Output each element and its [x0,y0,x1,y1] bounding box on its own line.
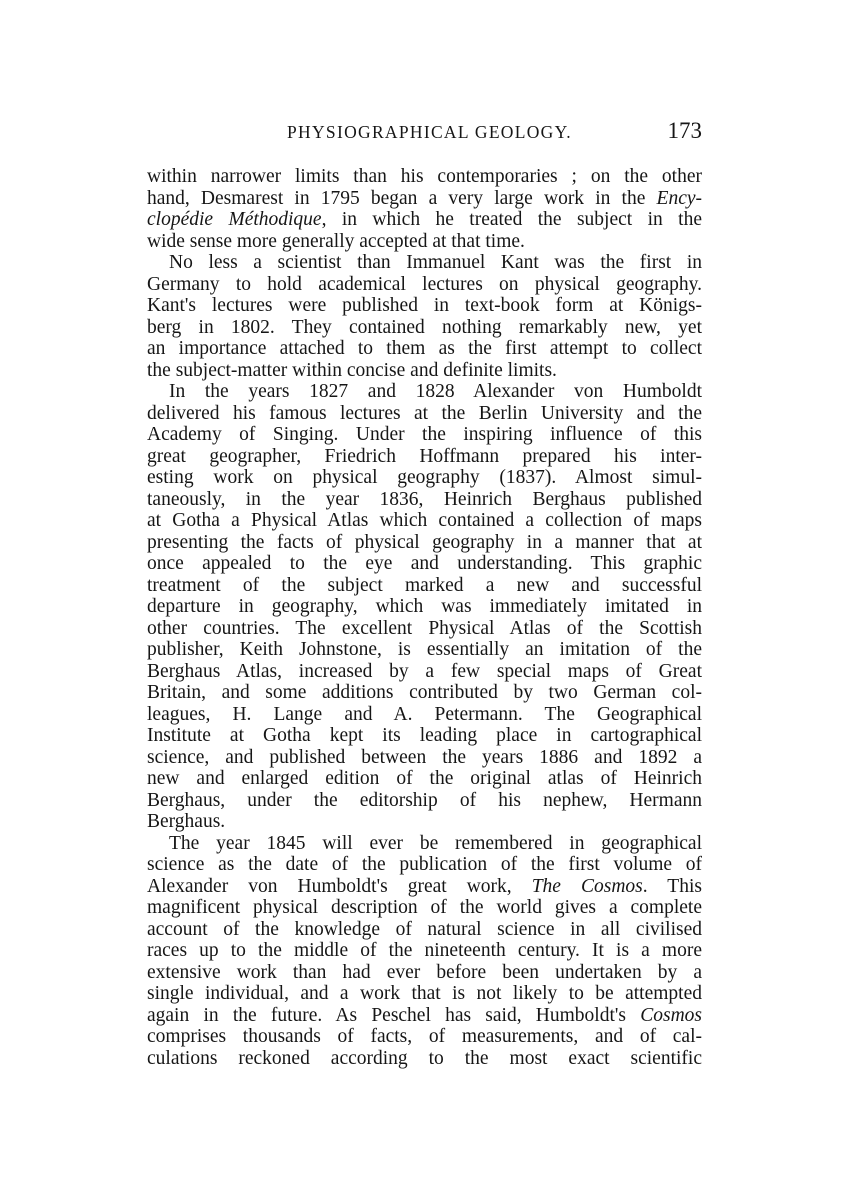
text-line: the subject-matter within concise and definite limits. [147,359,557,381]
text-line: extensive work than had ever before been undertaken by a [147,961,702,983]
text-line: Institute at Gotha kept its leading place in cartographical [147,725,702,746]
text-line: In the years 1827 and 1828 Alexander von Humboldt [169,381,702,402]
text-line: clopédie Méthodique, in which he treated the subject in the [147,209,702,230]
text-line: The year 1845 will ever be remembered in geographical [169,832,702,854]
text-line: Britain, and some additions contributed by two German col- [147,682,702,703]
text-line: single individual, and a work that is not likely to be attempted [147,983,702,1004]
text-line: wide sense more generally accepted at that time. [147,230,525,252]
text-line: delivered his famous lectures at the Berlin University and the [147,402,702,424]
text-line: departure in geography, which was immediately imitated in [147,596,702,617]
text-line: culations reckoned according to the most exact scientific [147,1047,702,1069]
running-head [147,118,702,148]
text-line: great geographer, Friedrich Hoffmann prepared his inter- [147,445,702,467]
page-number: 173 [667,118,702,143]
text-line: publisher, Keith Johnstone, is essentially an imitation of the [147,639,702,660]
text-line: Berghaus Atlas, increased by a few special maps of Great [147,660,702,682]
text-line: new and enlarged edition of the original atlas of Heinrich [147,768,702,789]
text-line: science as the date of the publication of the first volume of [147,854,702,875]
text-line: presenting the facts of physical geography in a manner that at [147,531,702,553]
text-line: berg in 1802. They contained nothing remarkably new, yet [147,316,702,338]
text-line: treatment of the subject marked a new and successful [147,574,702,596]
text-line: within narrower limits than his contemporaries ; on the other [147,166,702,187]
text-line: Alexander von Humboldt's great work, The Cosmos. This [147,875,702,897]
text-line: other countries. The excellent Physical Atlas of the Scottish [147,617,702,639]
text-line: comprises thousands of facts, of measurements, and of cal- [147,1026,702,1047]
text-line: science, and published between the years 1886 and 1892 a [147,746,702,768]
text-line: hand, Desmarest in 1795 began a very large work in the Ency- [147,187,702,209]
text-line: Berghaus, under the editorship of his nephew, Hermann [147,789,702,811]
text-line: taneously, in the year 1836, Heinrich Berghaus published [147,488,702,510]
running-title: PHYSIOGRAPHICAL GEOLOGY. [287,122,572,142]
text-line: esting work on physical geography (1837). Almost simul- [147,467,702,488]
text-line: account of the knowledge of natural science in all civilised [147,918,702,940]
text-line: again in the future. As Peschel has said, Humboldt's Cosmos [147,1004,702,1026]
text-line: at Gotha a Physical Atlas which contained a collection of maps [147,510,702,531]
text-line: magnificent physical description of the world gives a complete [147,897,702,918]
text-line: once appealed to the eye and understanding. This graphic [147,553,702,574]
text-line: races up to the middle of the nineteenth century. It is a more [147,940,702,961]
text-line: No less a scientist than Immanuel Kant was the first in [169,252,702,273]
body-text [147,166,702,1069]
text-line: leagues, H. Lange and A. Petermann. The Geographical [147,703,702,725]
text-line: Germany to hold academical lectures on physical geography. [147,273,702,295]
text-line: an importance attached to them as the first attempt to collect [147,338,702,359]
text-line: Academy of Singing. Under the inspiring influence of this [147,424,702,445]
text-line: Berghaus. [147,811,226,832]
text-line: Kant's lectures were published in text-book form at Königs- [147,295,702,316]
